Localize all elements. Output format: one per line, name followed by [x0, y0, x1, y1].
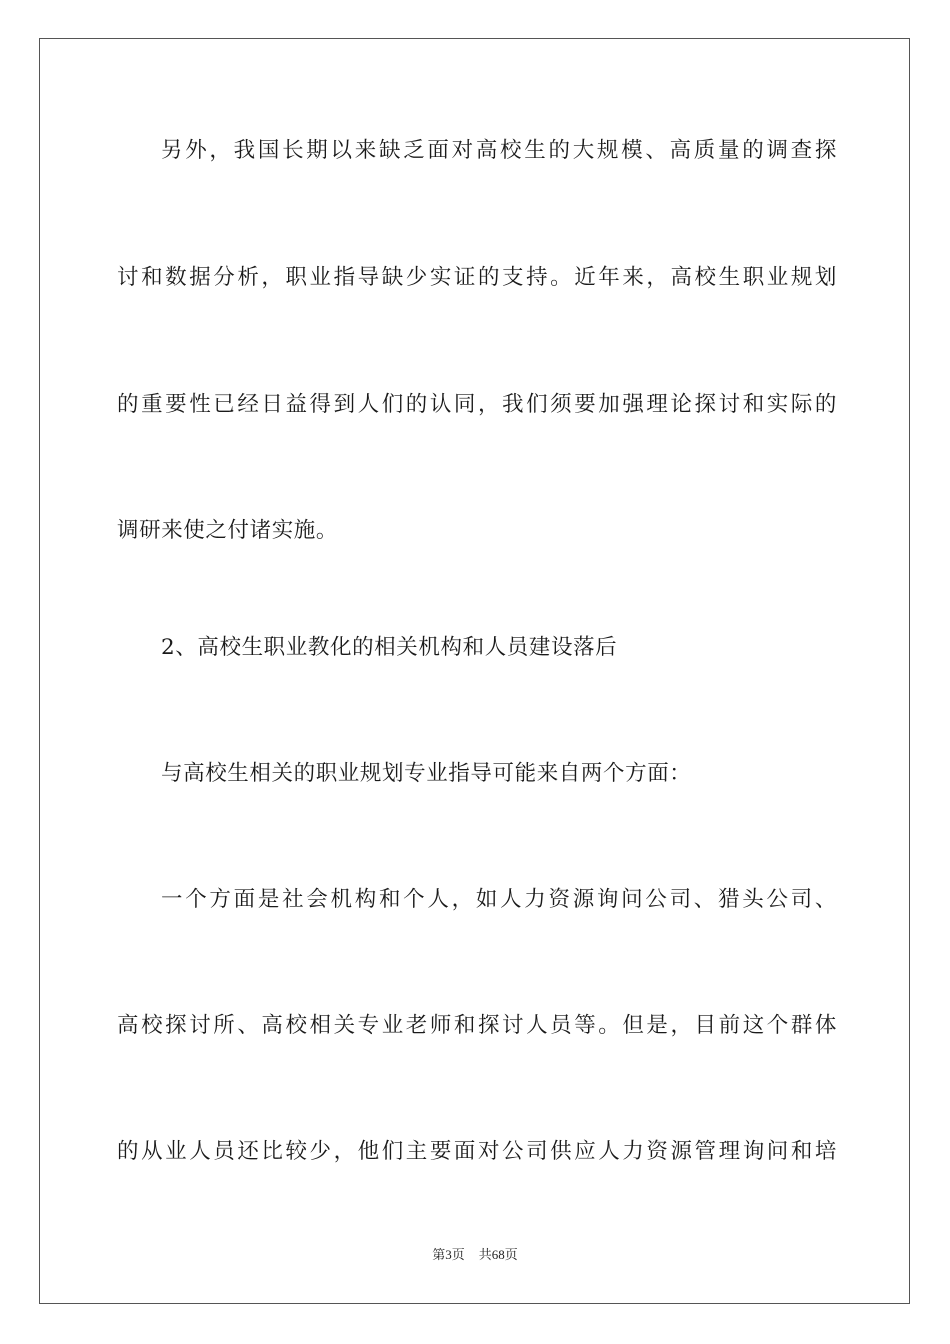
- body-line-1: 另外，我国长期以来缺乏面对高校生的大规模、高质量的调查探: [161, 138, 837, 163]
- body-line-5: 与高校生相关的职业规划专业指导可能来自两个方面：: [161, 761, 692, 786]
- body-line-3: 的重要性已经日益得到人们的认同，我们须要加强理论探讨和实际的: [117, 392, 837, 417]
- section-heading: 2、高校生职业教化的相关机构和人员建设落后: [161, 635, 618, 660]
- page-border: [39, 38, 910, 1304]
- body-line-6: 一个方面是社会机构和个人，如人力资源询问公司、猎头公司、: [161, 887, 837, 912]
- body-line-4: 调研来使之付诸实施。: [117, 518, 339, 543]
- body-line-2: 讨和数据分析，职业指导缺少实证的支持。近年来，高校生职业规划: [117, 265, 837, 290]
- page-footer: [0, 1247, 950, 1263]
- body-line-8: 的从业人员还比较少，他们主要面对公司供应人力资源管理询问和培: [117, 1139, 837, 1164]
- body-line-7: 高校探讨所、高校相关专业老师和探讨人员等。但是，目前这个群体: [117, 1013, 837, 1038]
- page-total: 共68页: [478, 1247, 518, 1262]
- page-number: 第3页: [432, 1247, 465, 1262]
